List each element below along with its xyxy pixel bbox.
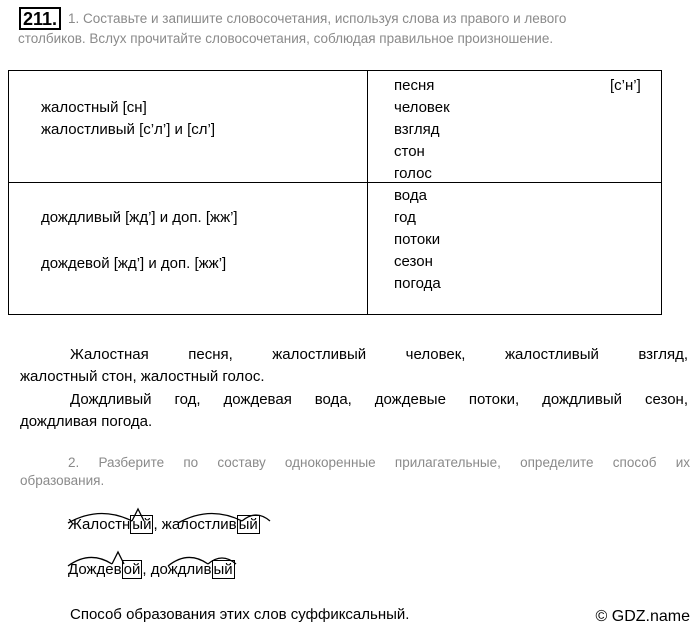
right-word: год [394,209,416,226]
right-word: песня [394,77,435,94]
left-word: жалостный [сн] [41,99,147,116]
right-word: голос [394,165,432,182]
task1-line1: 1. Составьте и запишите словосочетания, используя слова из правого и левого [68,11,567,26]
task1-line2: столбиков. Вслух прочитайте словосочетания, соблюдая правильное произношение. [18,31,554,46]
right-word: человек [394,99,450,116]
left-word: дождевой [жд’] и доп. [жж’] [41,255,227,272]
table-row [9,71,662,183]
table-row [9,183,662,315]
transcription-note: [с’н’] [610,77,641,94]
left-word: жалостливый [с’л’] и [сл’] [41,121,215,138]
word-table [8,70,662,315]
right-word: стон [394,143,425,160]
left-cell [9,71,368,183]
morpheme-line-1 [68,515,260,535]
right-word: взгляд [394,121,440,138]
conclusion: Способ образования этих слов суффиксальный. [70,606,410,623]
gdz-watermark: © GDZ.name [595,608,690,625]
answer-line: дождливая погода. [20,413,153,430]
answer-line: Жалостная песня, жалостливый человек, жалостливый взгляд, [70,346,688,363]
word-ending: ый [213,561,233,578]
task2-line2: образования. [20,473,105,488]
word-ending: ый [132,516,152,533]
right-cell [368,183,662,315]
word-ending: ый [238,516,258,533]
right-cell [368,71,662,183]
word-stem: Дождев [68,561,122,578]
exercise-number: 211. [19,7,61,30]
separator: , [153,516,158,533]
left-cell [9,183,368,315]
left-word: дождливый [жд’] и доп. [жж’] [41,209,238,226]
right-word: вода [394,187,427,204]
separator: , [142,561,147,578]
right-word: погода [394,275,441,292]
answer-line: жалостный стон, жалостный голос. [20,368,265,385]
word-stem: жалостлив [161,516,237,533]
morpheme-line-2 [68,560,235,580]
word-stem: Жалостн [68,516,131,533]
answer-line: Дождливый год, дождевая вода, дождевые потоки, дождливый сезон, [70,391,688,408]
task2-line1: 2. Разберите по составу однокоренные прилагательные, определите способ их [68,455,690,470]
right-word: потоки [394,231,441,248]
word-ending: ой [123,561,141,578]
task2-instructions [20,454,690,490]
right-word: сезон [394,253,433,270]
word-stem: дождлив [150,561,212,578]
